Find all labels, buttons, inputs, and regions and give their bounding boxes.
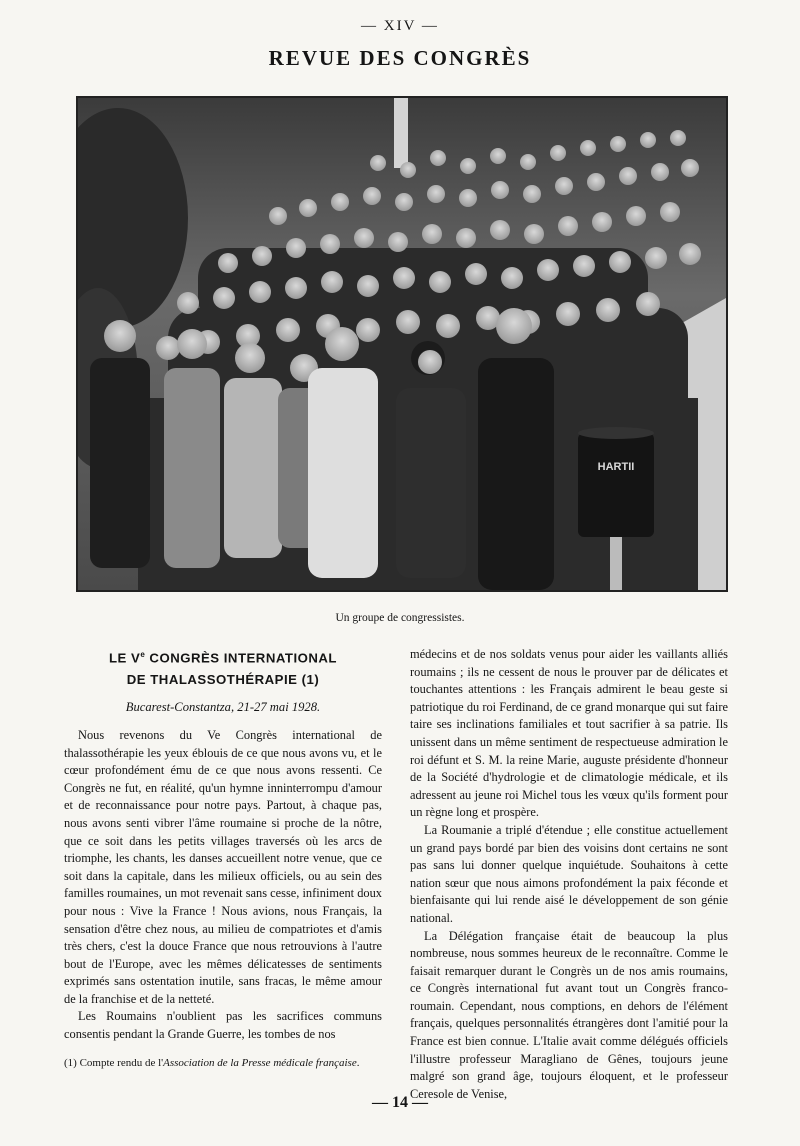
left-column bbox=[64, 644, 382, 1071]
right-column bbox=[410, 646, 728, 1103]
article-subtitle: Bucarest-Constantza, 21-27 mai 1928. bbox=[125, 700, 321, 715]
photo-caption: Un groupe de congressistes. bbox=[335, 612, 465, 624]
bin-label: HARTII bbox=[597, 461, 635, 473]
footnote-source: Association de la Presse médicale française bbox=[163, 1056, 357, 1069]
title-part-2: CONGRÈS INTERNATIONAL bbox=[145, 650, 337, 666]
journal-title: REVUE DES CONGRÈS bbox=[268, 46, 532, 70]
footnote-prefix: (1) Compte rendu de l' bbox=[64, 1056, 164, 1069]
footnote bbox=[64, 1056, 382, 1071]
group-photo bbox=[76, 96, 728, 592]
group-photo-illustration bbox=[78, 98, 726, 590]
title-line-2: DE THALASSOTHÉRAPIE (1) bbox=[126, 672, 320, 688]
footnote-suffix: . bbox=[356, 1056, 360, 1069]
paragraph: Nous revenons du Ve Congrès international de thalassothérapie les yeux éblouis de ce que nous avons vu, et le cœur profondément ému de ce que nous avons ressenti. Ce Congrès ne fut, en réalité, qu'un hymne inninterrompu d'amour et de reconnaissance pour notre pays. Partout, à chaque pas, nous avons senti vibrer l'âme roumaine si proche de la nôtre, que ce soit dans les petits villages traversés où les arcs de triomphe, les chants, les danses accueillent notre venue, que ce soit dans la capitale, dans les milieux officiels, ou au sein des familles roumaines, un mot revenait sans cesse, infiniment doux pour nous : Vive la France ! Nous avions, nous Français, la sensation d'être chez nous, au milieu de compatriotes et d'amis très chers, c'est la douce France que nous retrouvions à l'autre bout de l'Europe, avec les mêmes délicatesses de sentiments exprimés sans ostentation inutile, sans fracas, le même amour de la franchise et de la netteté. bbox=[64, 727, 382, 1006]
article-title bbox=[64, 644, 382, 691]
paragraph: La Délégation française était de beaucoup la plus nombreuse, nous sommes heureux de le reconnaître. Comme le faisait remarquer durant le Congrès un de nos amis roumains, ce Congrès international fut avant tout un Congrès franco-roumain. Cependant, nous comptions, en dehors de l'élément français, quelques personnalités étrangères dont l'amitié pour la France est bien connue. L'Italie avait comme délégués officiels l'illustre professeur Maragliano de Gênes, toujours jeune malgré son grand âge, toujours éloquent, et le professeur Ceresole de Venise, bbox=[410, 928, 728, 1101]
page-number: — 14 — bbox=[372, 1094, 428, 1111]
title-part-1: LE V bbox=[109, 650, 141, 666]
page-roman-numeral: — XIV — bbox=[361, 18, 439, 34]
paragraph: La Roumanie a triplé d'étendue ; elle constitue actuellement un grand pays bordé par bien des voisins dont certains ne sont pas sans lui donner quelque inquiétude. Souhaitons à cette nation sœur que nous aimons profondément la paix féconde et bienfaisante qui lui rende aisé le développement de son génie national. bbox=[410, 822, 728, 925]
title-superscript: e bbox=[140, 650, 146, 659]
paragraph: médecins et de nos soldats venus pour aider les vaillants alliés roumains ; ils ne cessent de nous le prouver par de délicates et touchantes attentions : les Français admirent le beau geste si patriotique du roi Ferdinand, de ce grand monarque qui sut faire taire ses inclinations familiales et tout sacrifier à sa patrie. Ils unissent dans un même sentiment de respectueuse admiration le roi défunt et S. M. la reine Marie, auguste présidente d'honneur de la Société d'hydrologie et de climatologie médicale, et ils adressent au jeune roi Michel tous les vœux qu'ils forment pour un règne long et prospère. bbox=[410, 647, 728, 820]
paragraph: Les Roumains n'oublient pas les sacrifices communs consentis pendant la Grande Guerre, les tombes de nos bbox=[64, 1009, 382, 1042]
